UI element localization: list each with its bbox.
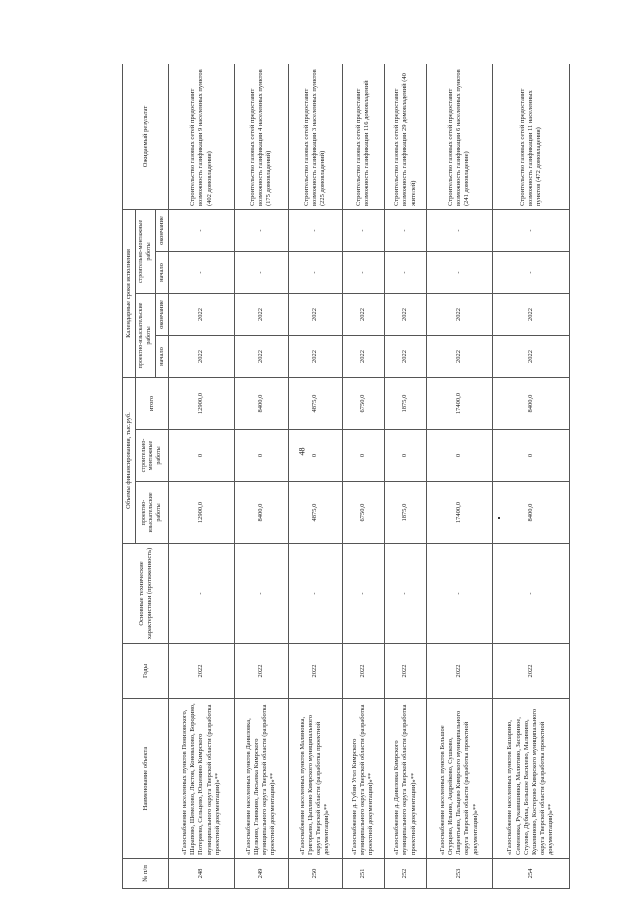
header-characteristics: Основные технические характеристики (протяженность): [123, 544, 169, 644]
row-design-cost: 8400,0: [492, 482, 569, 544]
row-design-cost: 6750,0: [342, 482, 384, 544]
row-construction-start: -: [492, 252, 569, 294]
header-financing: Объемы финансирования, тыс.руб.: [123, 378, 136, 544]
header-pd-end: окончание: [156, 294, 169, 336]
row-name: «Газоснабжение населенных пунктов Малиновка, Григорьево, Цыплино Кимрского муниципального округа Тверской области (разработка проектной документации)»**: [288, 699, 342, 859]
row-characteristics: -: [169, 544, 235, 644]
row-result: Строительство газовых сетей предоставит возможность газификации 6 населенных пунктов (241 домовладение): [427, 64, 493, 210]
row-year: 2022: [288, 644, 342, 699]
row-result: Строительство газовых сетей предоставит возможность газификации 9 населенных пунктов (402 домовладения): [169, 64, 235, 210]
row-num: 248: [169, 859, 235, 889]
header-total: итого: [136, 378, 169, 430]
row-name: «Газоснабжение д. Даниловка Кимрского муниципального округа Тверской области (разработка проектной документации)»**: [384, 699, 426, 859]
row-construction-end: -: [342, 210, 384, 252]
row-design-start: 2022: [427, 336, 493, 378]
row-characteristics: -: [427, 544, 493, 644]
row-year: 2022: [234, 644, 288, 699]
row-name: «Газоснабжение населенных пунктов Даниловка, Щелкино, Глинкино, Лисьевка Кимрского муниципального округа Тверской области (разработка проектной документации)»**: [234, 699, 288, 859]
header-smr-end: окончание: [156, 210, 169, 252]
row-num: 253: [427, 859, 493, 889]
row-construction-start: -: [427, 252, 493, 294]
investment-table: [122, 64, 570, 889]
row-year: 2022: [384, 644, 426, 699]
row-num: 252: [384, 859, 426, 889]
row-total-cost: 6750,0: [342, 378, 384, 430]
row-design-start: 2022: [492, 336, 569, 378]
row-characteristics: -: [288, 544, 342, 644]
header-design-work: проектно-изыскательские работы: [136, 482, 169, 544]
row-construction-start: -: [169, 252, 235, 294]
header-smr-start: начало: [156, 252, 169, 294]
row-construction-end: -: [169, 210, 235, 252]
row-name: «Газоснабжение населенных пунктов Понизовского, Шарапово, Шемелово, Листов, Коновалово, Бородино, Потеряево, Сельцево, Юшенино Кимрского муниципального округа Тверской области (разработка проектной документации)»**: [169, 699, 235, 859]
row-design-start: 2022: [169, 336, 235, 378]
table-stage: [122, 64, 570, 889]
row-design-end: 2022: [384, 294, 426, 336]
row-design-end: 2022: [492, 294, 569, 336]
page-number: 48: [297, 447, 307, 456]
table-row: [169, 64, 235, 889]
row-design-end: 2022: [234, 294, 288, 336]
header-result: Ожидаемый результат: [123, 64, 169, 210]
header-num: № п/п: [123, 859, 169, 889]
row-total-cost: 1875,0: [384, 378, 426, 430]
row-num: 251: [342, 859, 384, 889]
table-row: [427, 64, 493, 889]
row-design-start: 2022: [288, 336, 342, 378]
rotated-table-wrapper: [122, 64, 570, 889]
row-characteristics: -: [342, 544, 384, 644]
row-characteristics: -: [234, 544, 288, 644]
row-year: 2022: [492, 644, 569, 699]
row-construction-cost: 0: [427, 430, 493, 482]
row-total-cost: 8400,0: [234, 378, 288, 430]
row-design-end: 2022: [288, 294, 342, 336]
row-construction-end: -: [384, 210, 426, 252]
header-year: Годы: [123, 644, 169, 699]
table-row: [492, 64, 569, 889]
row-design-end: 2022: [427, 294, 493, 336]
row-design-end: 2022: [169, 294, 235, 336]
table-header: [123, 64, 169, 889]
row-num: 249: [234, 859, 288, 889]
table-row: [288, 64, 342, 889]
row-design-end: 2022: [342, 294, 384, 336]
row-design-cost: 12900,0: [169, 482, 235, 544]
row-construction-start: -: [234, 252, 288, 294]
row-num: 254: [492, 859, 569, 889]
row-total-cost: 4875,0: [288, 378, 342, 430]
row-total-cost: 12900,0: [169, 378, 235, 430]
row-name: «Газоснабжение населенных пунктов Большое Огурцово, Ильино, Андрейково, Сушково, Лаврентьево, Пальцево Кимрского муниципального округа Тверской области (разработка проектной документации)»**: [427, 699, 493, 859]
row-design-start: 2022: [342, 336, 384, 378]
row-construction-cost: 0: [288, 430, 342, 482]
row-construction-end: -: [234, 210, 288, 252]
row-result: Строительство газовых сетей предоставит возможность газификации 4 населенных пунктов (175 домовладений): [234, 64, 288, 210]
row-construction-cost: 0: [234, 430, 288, 482]
row-construction-start: -: [342, 252, 384, 294]
row-total-cost: 17400,0: [427, 378, 493, 430]
row-result: Строительство газовых сетей предоставит возможность газификации 29 домовладений (40 жителей): [384, 64, 426, 210]
row-construction-end: -: [427, 210, 493, 252]
header-construction-work: строительно-монтажные работы: [136, 430, 169, 482]
header-deadlines: Календарные сроки исполнения: [123, 210, 136, 378]
header-design-work-deadline: проектно-изыскательские работы: [136, 294, 156, 378]
table-row: [384, 64, 426, 889]
row-design-start: 2022: [234, 336, 288, 378]
row-construction-cost: 0: [384, 430, 426, 482]
row-total-cost: 8400,0: [492, 378, 569, 430]
row-year: 2022: [342, 644, 384, 699]
header-pd-start: начало: [156, 336, 169, 378]
row-construction-start: -: [384, 252, 426, 294]
row-result: Строительство газовых сетей предоставит возможность газификации 11 населенных пунктов (472 домовладения): [492, 64, 569, 210]
row-design-cost: 4875,0: [288, 482, 342, 544]
row-construction-end: -: [492, 210, 569, 252]
row-num: 250: [288, 859, 342, 889]
row-result: Строительство газовых сетей предоставит возможность газификации 116 домовладений: [342, 64, 384, 210]
row-year: 2022: [427, 644, 493, 699]
row-name: «Газоснабжение д. Губин Угол Кимрского муниципального округа Тверской области (разработка проектной документации)»**: [342, 699, 384, 859]
row-design-cost: 1875,0: [384, 482, 426, 544]
row-construction-end: -: [288, 210, 342, 252]
row-design-cost: 17400,0: [427, 482, 493, 544]
table-body: [169, 64, 570, 889]
row-construction-cost: 0: [342, 430, 384, 482]
header-construction-work-deadline: строительно-монтажные работы: [136, 210, 156, 294]
header-name: Наименование объекта: [123, 699, 169, 859]
table-row: [234, 64, 288, 889]
row-construction-start: -: [288, 252, 342, 294]
row-construction-cost: 0: [492, 430, 569, 482]
row-year: 2022: [169, 644, 235, 699]
row-design-start: 2022: [384, 336, 426, 378]
row-construction-cost: 0: [169, 430, 235, 482]
row-characteristics: -: [384, 544, 426, 644]
row-characteristics: -: [492, 544, 569, 644]
table-row: [342, 64, 384, 889]
row-result: Строительство газовых сетей предоставит возможность газификации 3 населенных пунктов (225 домовладений): [288, 64, 342, 210]
row-design-cost: 8400,0: [234, 482, 288, 544]
row-name: «Газоснабжение населенных пунктов Башарино, Семеновка, Рукавишники, Малютино, Засориное, Стулово, Дубиха, Большое Василево, Малинино, Кушевиново, Костерово Кимрского муниципального округа Тверской области (разработка проектной документации)»**: [492, 699, 569, 859]
